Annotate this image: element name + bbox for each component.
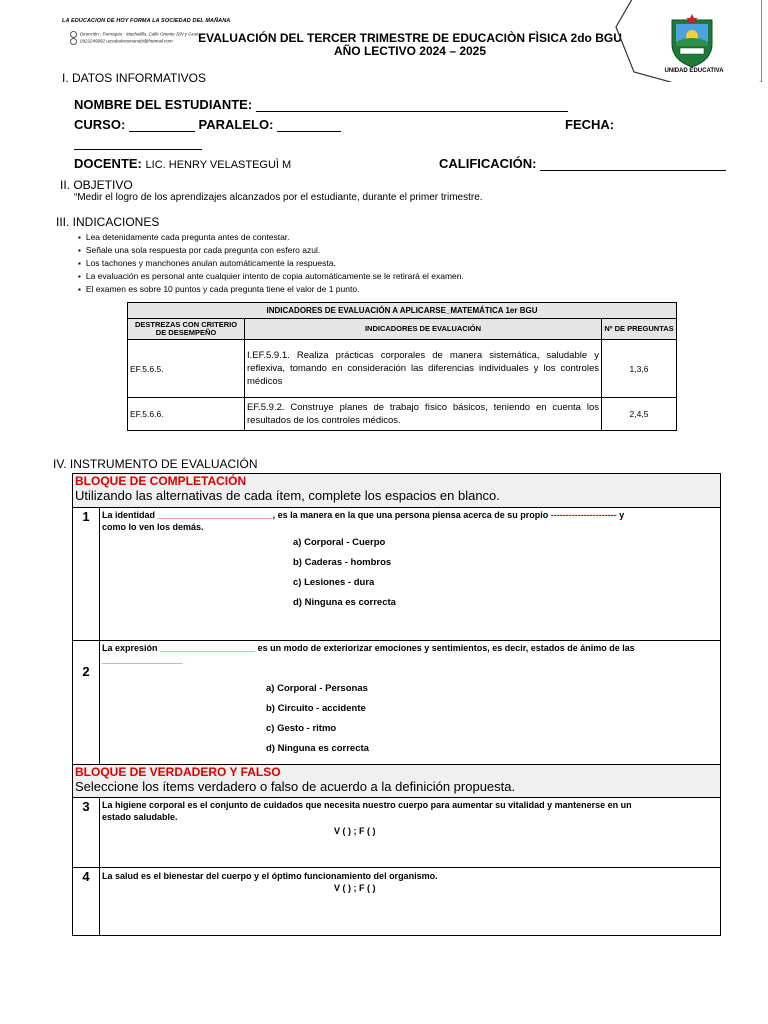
phone-icon <box>70 38 77 45</box>
list-item: ▪ Señale una sola respuesta por cada pregunta con esfero azul. <box>78 244 464 257</box>
indicador-cell: I.EF.5.9.1. Realiza prácticas corporales de manera sistemática, saludable y reflexiva, tomando en consideración las diferencias individuales y los controles médicos <box>245 340 602 398</box>
table-row <box>128 340 677 398</box>
indicadores-table <box>127 302 677 431</box>
logo-caption: UNIDAD EDUCATIVA <box>664 68 724 74</box>
exam-title: EVALUACIÓN DEL TERCER TRIMESTRE DE EDUCACIÒN FÌSICA 2do BGU AÑO LECTIVO 2024 – 2025 <box>198 31 622 58</box>
indicaciones-list <box>78 231 464 296</box>
column-header: INDICADORES DE EVALUACIÓN <box>245 319 602 340</box>
table-title: INDICADORES DE EVALUACIÓN A APLICARSE_MATEMÁTICA 1er BGU <box>128 303 677 319</box>
question-number: 3 <box>82 799 90 814</box>
destreza-cell: EF.5.6.5. <box>128 340 245 398</box>
list-item: ▪ El examen es sobre 10 puntos y cada pregunta tiene el valor de 1 punto. <box>78 283 464 296</box>
question-number: 1 <box>82 509 90 524</box>
location-icon <box>70 31 77 38</box>
section-indicaciones-heading: III. INDICACIONES <box>56 215 160 229</box>
paralelo-blank[interactable] <box>277 120 341 132</box>
number-column-divider <box>99 507 100 764</box>
list-item: ▪ Lea detenidamente cada pregunta antes de contestar. <box>78 231 464 244</box>
curso-field: CURSO: PARALELO: <box>74 117 341 132</box>
blank[interactable]: ___________________ <box>160 643 256 653</box>
section-objetivo-heading: II. OBJETIVO <box>60 178 133 192</box>
fecha-blank[interactable] <box>74 139 202 150</box>
option[interactable]: c) Lesiones - dura <box>293 577 375 588</box>
true-false-selector[interactable]: V ( ) ; F ( ) <box>334 826 376 836</box>
phone-email-line: 0922249082 uesabalvesmanabi@hotmail.com <box>78 38 202 45</box>
row-divider <box>73 640 720 641</box>
question-number: 4 <box>82 869 90 884</box>
question-3-text: La higiene corporal es el conjunto de cuidados que necesita nuestro cuerpo para aumentar su vitalidad y mantenerse en un estado saludable. <box>102 800 632 822</box>
option[interactable]: b) Caderas - hombros <box>293 557 392 568</box>
option[interactable]: a) Corporal - Cuerpo <box>293 537 386 548</box>
fecha-label: FECHA: <box>565 117 615 132</box>
calificacion-field: CALIFICACIÓN: <box>439 156 726 171</box>
section-instrumento-heading: IV. INSTRUMENTO DE EVALUACIÓN <box>53 457 258 471</box>
option[interactable]: c) Gesto - ritmo <box>266 723 337 734</box>
true-false-selector[interactable]: V ( ) ; F ( ) <box>334 883 376 893</box>
preguntas-cell: 1,3,6 <box>602 340 677 398</box>
bloque-completacion-header: BLOQUE DE COMPLETACIÓN Utilizando las alternativas de cada ítem, complete los espacios en blanco. <box>73 474 720 508</box>
option[interactable]: d) Ninguna es correcta <box>266 743 369 754</box>
column-header: Nº DE PREGUNTAS <box>602 319 677 340</box>
list-item: ▪ Los tachones y manchones anulan automáticamente la respuesta. <box>78 257 464 270</box>
preguntas-cell: 2,4,5 <box>602 398 677 431</box>
number-column-divider <box>99 797 100 935</box>
option[interactable]: d) Ninguna es correcta <box>293 597 396 608</box>
list-item: ▪ La evaluación es personal ante cualquier intento de copia automáticamente se le retirará el examen. <box>78 270 464 283</box>
option[interactable]: b) Circuito - accidente <box>266 703 366 714</box>
option[interactable]: a) Corporal - Personas <box>266 683 368 694</box>
question-number: 2 <box>82 664 90 679</box>
school-shield-logo-icon <box>668 14 716 68</box>
nombre-blank[interactable] <box>256 100 568 112</box>
blank[interactable]: ________________ <box>102 655 183 665</box>
column-header: DESTREZAS CON CRITERIO DE DESEMPEÑO <box>128 319 245 340</box>
indicador-cell: EF.5.9.2. Construye planes de trabajo físico básicos, teniendo en cuenta los resultados de los controles médicos. <box>245 398 602 431</box>
school-motto: LA EDUCACION DE HOY FORMA LA SOCIEDAD DEL MAÑANA <box>62 18 231 24</box>
question-2-text: La expresión ___________________ es un modo de exteriorizar emociones y sentimientos, es decir, estados de ánimo de las ________________ <box>102 643 635 665</box>
address-line: Dirección : Parroquia - Machalilla, Calle Oriente S/N y Gran... <box>78 31 202 38</box>
objetivo-text: “Medir el logro de los aprendizajes alcanzados por el estudiante, durante el primer trimestre. <box>74 192 483 203</box>
blank[interactable]: ---------------------- <box>550 510 617 520</box>
question-4-text: La salud es el bienestar del cuerpo y el óptimo funcionamiento del organismo. <box>102 871 438 881</box>
question-1-text: La identidad _______________________, es la manera en la que una persona piensa acerca de su propio ---------------------- y como lo ven los demás. <box>102 510 625 532</box>
curso-blank[interactable] <box>129 120 195 132</box>
nombre-field: NOMBRE DEL ESTUDIANTE: <box>74 97 568 112</box>
table-row <box>128 398 677 431</box>
section-datos-heading: I. DATOS INFORMATIVOS <box>62 71 207 85</box>
blank[interactable]: _______________________ <box>157 510 273 520</box>
calificacion-blank[interactable] <box>540 159 726 171</box>
bloque-vf-header: BLOQUE DE VERDADERO Y FALSO Seleccione los ítems verdadero o falso de acuerdo a la definición propuesta. <box>73 765 720 798</box>
row-divider <box>73 867 720 868</box>
docente-field: DOCENTE: LIC. HENRY VELASTEGUÌ M <box>74 156 292 171</box>
destreza-cell: EF.5.6.6. <box>128 398 245 431</box>
